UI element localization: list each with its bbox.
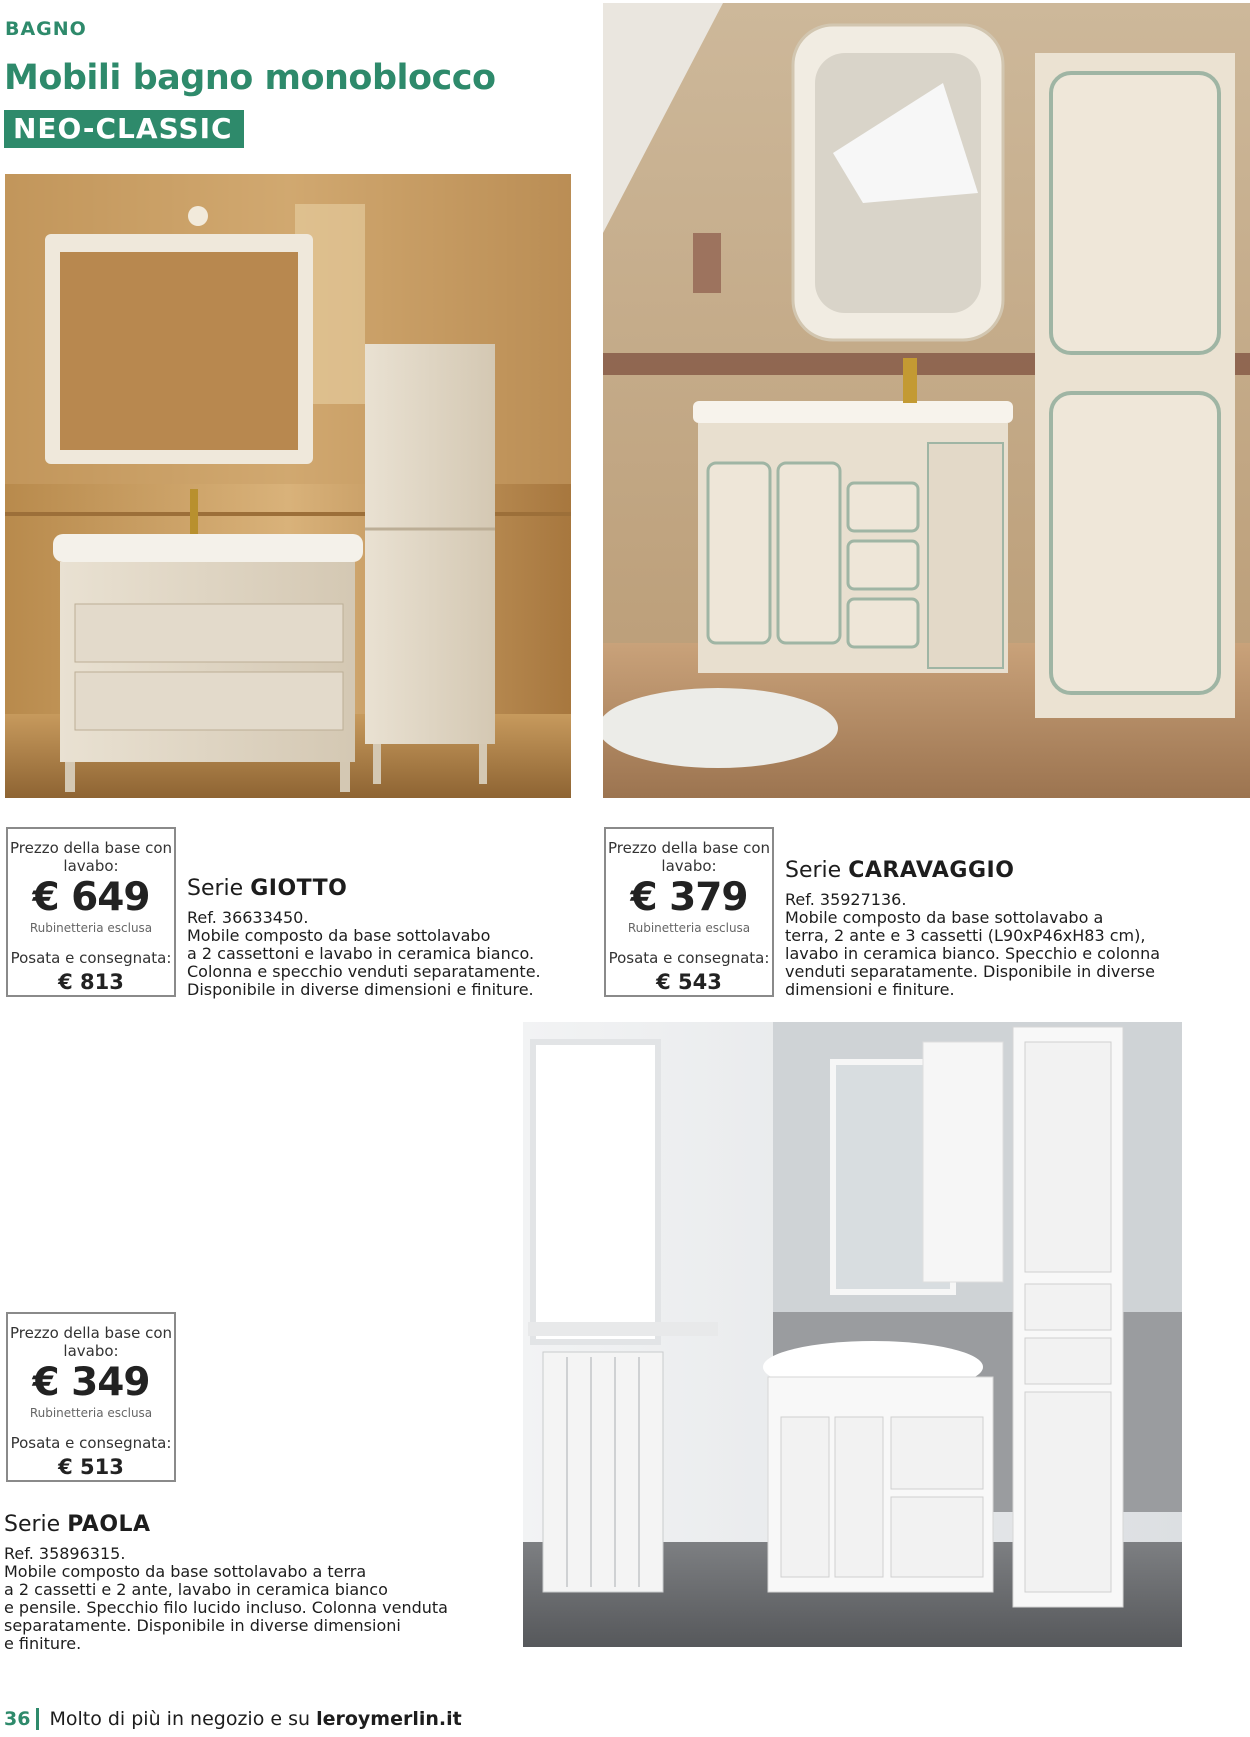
price: € 649 [32, 875, 150, 920]
paola-description: Ref. 35896315. Mobile composto da base sottolavabo a terra a 2 cassetti e 2 ante, lavabo in ceramica bianco e pensile. Specchio filo lucido incluso. Colonna venduta separatamente. Disponibile in diverse dimensioni e finiture. [4, 1544, 448, 1653]
price-note: Rubinetteria esclusa [29, 1406, 153, 1420]
series-name: PAOLA [67, 1512, 151, 1537]
footer-site-link[interactable]: leroymerlin.it [316, 1708, 462, 1730]
page-title: Mobili bagno monoblocco [4, 58, 496, 98]
series-name: CARAVAGGIO [848, 858, 1015, 883]
delivery-price: € 813 [58, 970, 124, 994]
series-name: GIOTTO [250, 876, 348, 901]
giotto-price-box [6, 827, 176, 997]
paola-series-title [4, 1512, 151, 1537]
price-label: Prezzo della base con lavabo: [9, 1324, 173, 1360]
delivery-label: Posata e consegnata: [10, 1434, 172, 1452]
price-note: Rubinetteria esclusa [627, 921, 751, 935]
caravaggio-photo [603, 3, 1250, 798]
caravaggio-description: Ref. 35927136. Mobile composto da base sottolavabo a terra, 2 ante e 3 cassetti (L90xP46xH83 cm), lavabo in ceramica bianco. Specchio e colonna venduti separatamente. Disponibile in diverse dimensioni e finiture. [785, 890, 1161, 999]
price-note: Rubinetteria esclusa [29, 921, 153, 935]
price-label: Prezzo della base con lavabo: [9, 839, 173, 875]
series-prefix: Serie [4, 1512, 61, 1537]
giotto-description: Ref. 36633450. Mobile composto da base sottolavabo a 2 cassettoni e lavabo in ceramica bianco. Colonna e specchio venduti separatamente. Disponibile in diverse dimensioni e finiture. [187, 908, 541, 999]
footer [4, 1708, 462, 1730]
delivery-price: € 513 [58, 1455, 124, 1479]
giotto-photo [5, 174, 571, 798]
section-label: BAGNO [5, 18, 87, 40]
series-prefix: Serie [187, 876, 244, 901]
giotto-series-title [187, 876, 347, 901]
series-prefix: Serie [785, 858, 842, 883]
delivery-price: € 543 [656, 970, 722, 994]
page-number: 36 [4, 1708, 31, 1730]
paola-price-box [6, 1312, 176, 1482]
paola-photo [523, 1022, 1182, 1647]
delivery-label: Posata e consegnata: [10, 949, 172, 967]
caravaggio-price-box [604, 827, 774, 997]
range-badge: NEO-CLASSIC [4, 110, 244, 148]
price-label: Prezzo della base con lavabo: [607, 839, 771, 875]
delivery-label: Posata e consegnata: [608, 949, 770, 967]
price: € 379 [630, 875, 748, 920]
caravaggio-series-title [785, 858, 1014, 883]
footer-text: Molto di più in negozio e su [49, 1708, 311, 1730]
price: € 349 [32, 1360, 150, 1405]
footer-divider [36, 1708, 39, 1730]
